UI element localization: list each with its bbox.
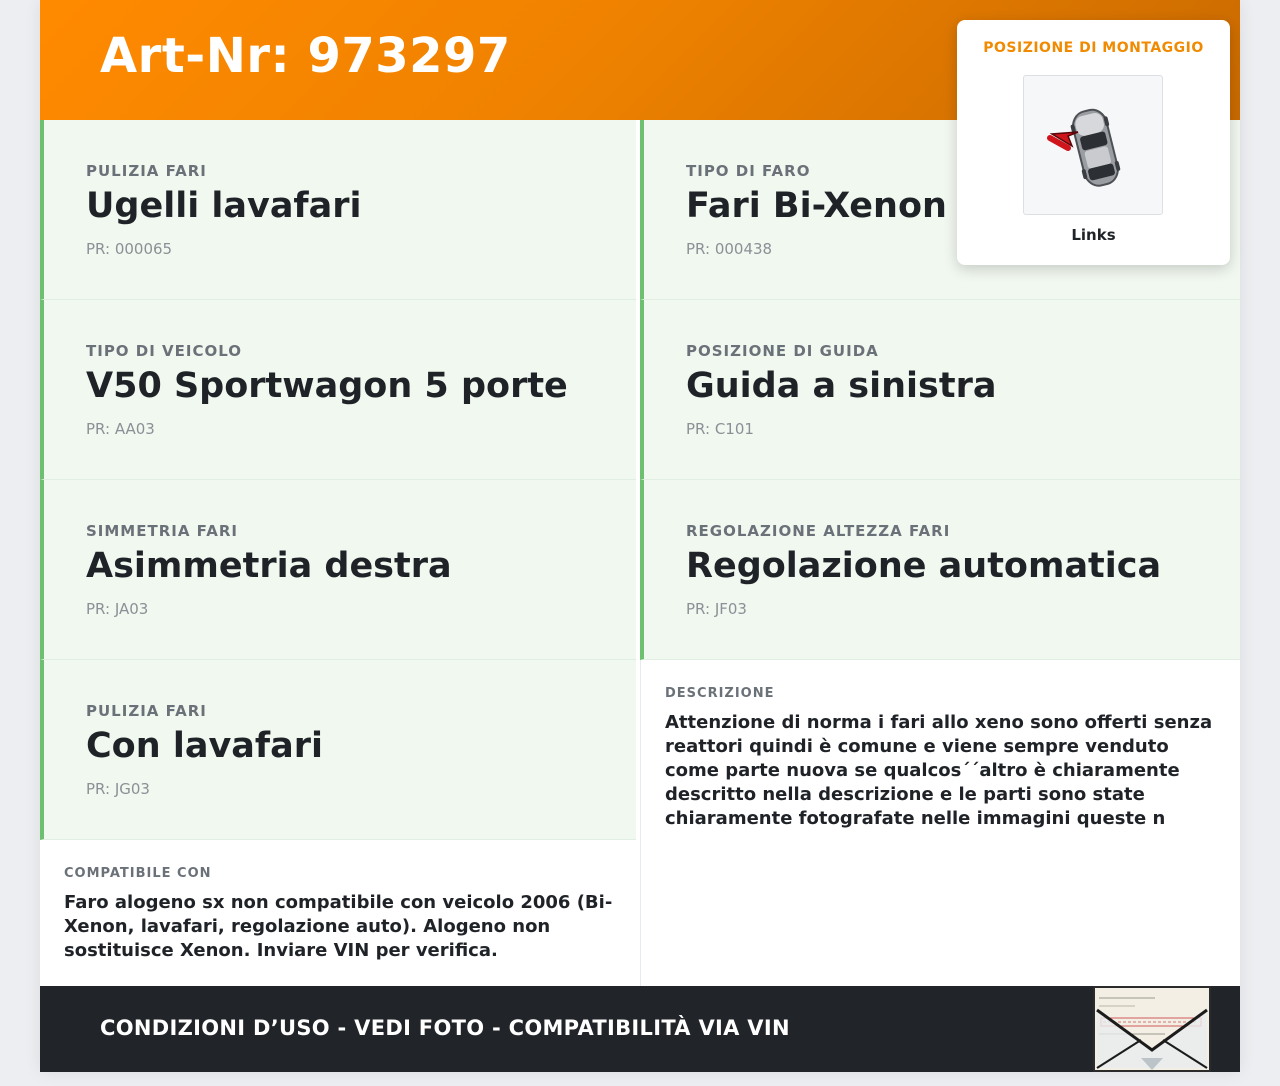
mounting-position-card: [957, 20, 1230, 265]
attribute-value: Regolazione automatica: [686, 546, 1162, 586]
description-block: [640, 660, 1240, 986]
attribute-code: PR: AA03: [86, 420, 155, 438]
attribute-code: PR: 000065: [86, 240, 173, 258]
attribute-label: SIMMETRIA FARI: [86, 522, 238, 540]
attribute-card-driving-position: [640, 300, 1240, 480]
attribute-label: TIPO DI FARO: [686, 162, 811, 180]
attribute-card-headlight-washer: [40, 660, 636, 840]
envelope-stamp-icon: [1093, 986, 1211, 1072]
footer-bar: [40, 986, 1240, 1072]
attribute-card-headlight-leveling: [640, 480, 1240, 660]
attribute-value: V50 Sportwagon 5 porte: [86, 366, 568, 406]
description-label: DESCRIZIONE: [665, 686, 775, 701]
attribute-label: TIPO DI VEICOLO: [86, 342, 243, 360]
car-top-view-left-arrow-icon[interactable]: [1023, 75, 1163, 215]
attribute-label: PULIZIA FARI: [86, 702, 207, 720]
mounting-position-caption: Links: [1071, 226, 1116, 244]
product-sheet: [40, 0, 1240, 1072]
attribute-code: PR: JG03: [86, 780, 150, 798]
compatibility-text: Faro alogeno sx non compatibile con veicolo 2006 (Bi-Xenon, lavafari, regolazione auto). Alogeno non sostituisce Xenon. Inviare VIN per verifica.: [64, 892, 613, 961]
article-number-title: Art-Nr: 973297: [100, 28, 511, 84]
compatibility-block: [40, 840, 640, 986]
attribute-card-headlight-symmetry: [40, 480, 636, 660]
footer-terms-text: CONDIZIONI D’USO - VEDI FOTO - COMPATIBILITÀ VIA VIN: [100, 1016, 790, 1040]
compatibility-label: COMPATIBILE CON: [64, 866, 212, 881]
mounting-position-title: POSIZIONE DI MONTAGGIO: [983, 40, 1204, 56]
attribute-value: Asimmetria destra: [86, 546, 452, 586]
description-text: Attenzione di norma i fari allo xeno sono offerti senza reattori quindi è comune e viene sempre venduto come parte nuova se qualcos´´altro è chiaramente descritto nella descrizione e le parti sono state chiaramente fotografate nelle immagini queste n: [665, 712, 1213, 829]
attribute-label: REGOLAZIONE ALTEZZA FARI: [686, 522, 951, 540]
attribute-value: Guida a sinistra: [686, 366, 997, 406]
attribute-value: Ugelli lavafari: [86, 186, 362, 226]
attribute-code: PR: 000438: [686, 240, 773, 258]
attribute-label: PULIZIA FARI: [86, 162, 207, 180]
attribute-code: PR: C101: [686, 420, 754, 438]
attribute-value: Fari Bi-Xenon: [686, 186, 947, 226]
attribute-label: POSIZIONE DI GUIDA: [686, 342, 879, 360]
attribute-card-headlight-cleaning: [40, 120, 636, 300]
attribute-value: Con lavafari: [86, 726, 323, 766]
attribute-code: PR: JF03: [686, 600, 747, 618]
attribute-card-vehicle-type: [40, 300, 636, 480]
attribute-code: PR: JA03: [86, 600, 149, 618]
